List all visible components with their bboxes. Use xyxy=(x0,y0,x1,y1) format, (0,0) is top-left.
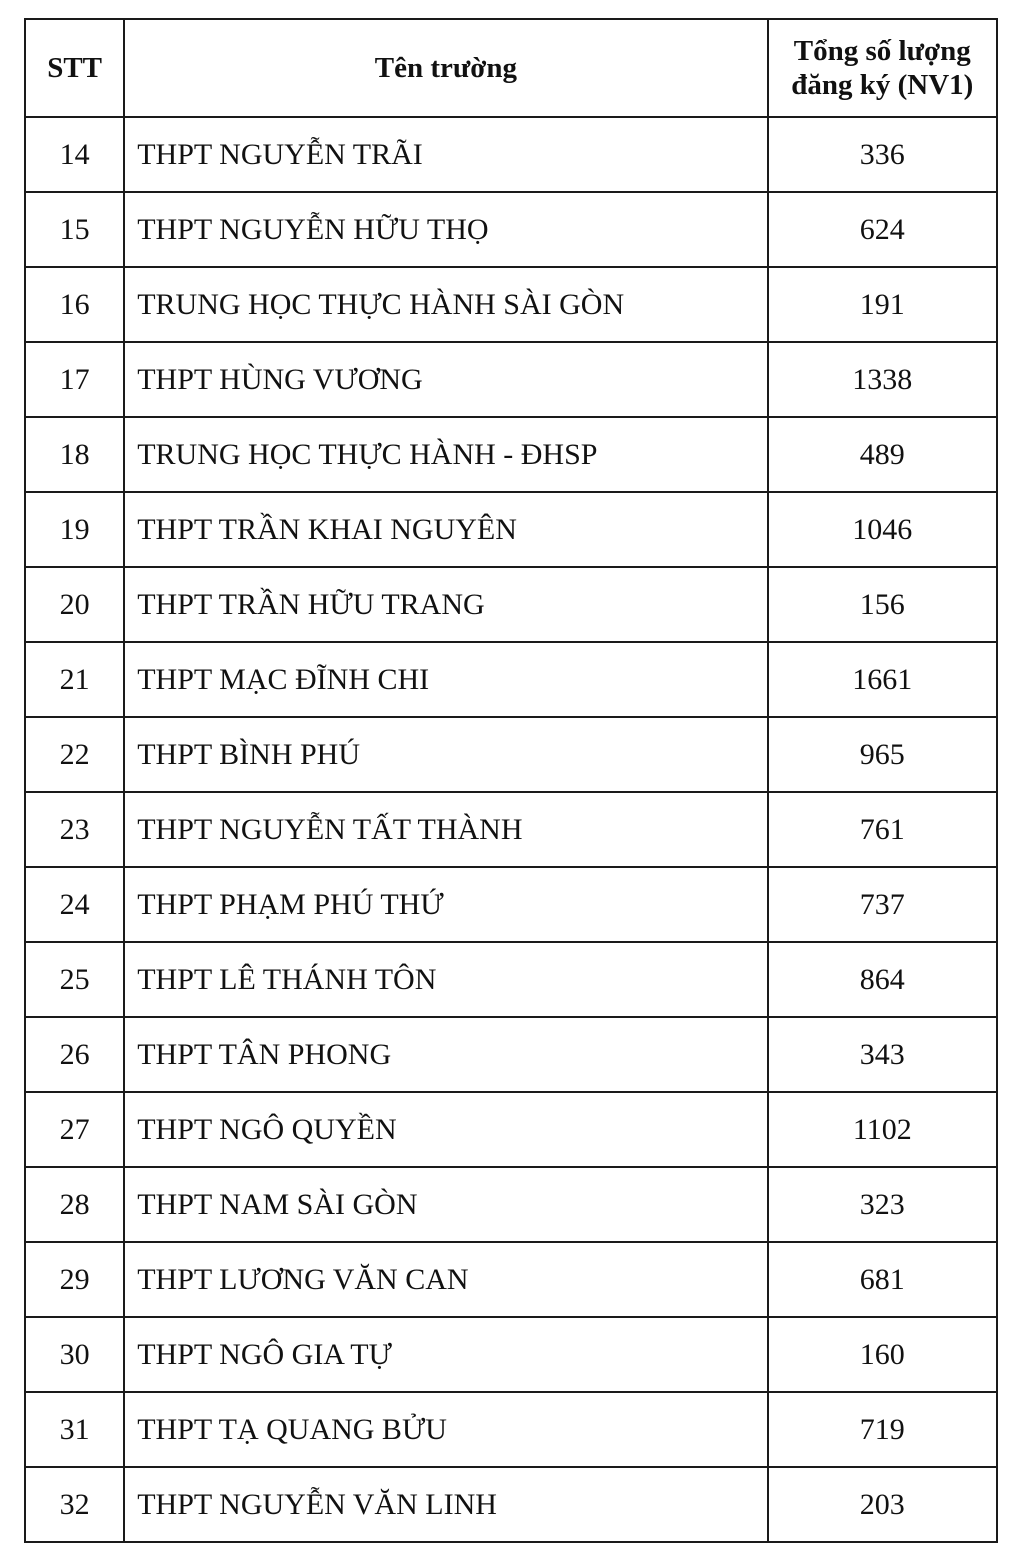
row-registration-count: 323 xyxy=(768,1167,997,1242)
table-row xyxy=(25,942,997,1017)
row-registration-count: 624 xyxy=(768,192,997,267)
table-body xyxy=(25,117,997,1542)
row-school-name: TRUNG HỌC THỰC HÀNH - ĐHSP xyxy=(124,417,767,492)
table-row xyxy=(25,1092,997,1167)
row-registration-count: 156 xyxy=(768,567,997,642)
row-school-name: TRUNG HỌC THỰC HÀNH SÀI GÒN xyxy=(124,267,767,342)
row-registration-count: 343 xyxy=(768,1017,997,1092)
row-stt: 29 xyxy=(25,1242,124,1317)
row-stt: 14 xyxy=(25,117,124,192)
table-header-row xyxy=(25,19,997,117)
row-school-name: THPT PHẠM PHÚ THỨ xyxy=(124,867,767,942)
row-registration-count: 681 xyxy=(768,1242,997,1317)
row-school-name: THPT NGÔ QUYỀN xyxy=(124,1092,767,1167)
table-row xyxy=(25,1317,997,1392)
table-row xyxy=(25,1242,997,1317)
row-school-name: THPT NAM SÀI GÒN xyxy=(124,1167,767,1242)
table-row xyxy=(25,792,997,867)
row-registration-count: 719 xyxy=(768,1392,997,1467)
row-school-name: THPT TRẦN KHAI NGUYÊN xyxy=(124,492,767,567)
row-stt: 23 xyxy=(25,792,124,867)
row-school-name: THPT NGUYỄN TẤT THÀNH xyxy=(124,792,767,867)
row-registration-count: 191 xyxy=(768,267,997,342)
table-row xyxy=(25,192,997,267)
row-registration-count: 761 xyxy=(768,792,997,867)
row-school-name: THPT NGÔ GIA TỰ xyxy=(124,1317,767,1392)
row-stt: 19 xyxy=(25,492,124,567)
header-stt: STT xyxy=(25,19,124,117)
table-row xyxy=(25,1467,997,1542)
table-row xyxy=(25,1392,997,1467)
row-stt: 24 xyxy=(25,867,124,942)
header-count-line1: Tổng số lượng xyxy=(793,34,971,67)
row-stt: 21 xyxy=(25,642,124,717)
row-stt: 20 xyxy=(25,567,124,642)
table-row xyxy=(25,492,997,567)
row-registration-count: 203 xyxy=(768,1467,997,1542)
row-registration-count: 1338 xyxy=(768,342,997,417)
row-school-name: THPT HÙNG VƯƠNG xyxy=(124,342,767,417)
row-school-name: THPT TÂN PHONG xyxy=(124,1017,767,1092)
table-row xyxy=(25,867,997,942)
row-stt: 22 xyxy=(25,717,124,792)
row-stt: 15 xyxy=(25,192,124,267)
row-school-name: THPT LƯƠNG VĂN CAN xyxy=(124,1242,767,1317)
row-registration-count: 1102 xyxy=(768,1092,997,1167)
row-registration-count: 1661 xyxy=(768,642,997,717)
row-school-name: THPT NGUYỄN TRÃI xyxy=(124,117,767,192)
table-row xyxy=(25,342,997,417)
row-stt: 30 xyxy=(25,1317,124,1392)
table-row xyxy=(25,417,997,492)
row-school-name: THPT LÊ THÁNH TÔN xyxy=(124,942,767,1017)
row-stt: 27 xyxy=(25,1092,124,1167)
row-school-name: THPT TRẦN HỮU TRANG xyxy=(124,567,767,642)
row-school-name: THPT MẠC ĐĨNH CHI xyxy=(124,642,767,717)
row-stt: 17 xyxy=(25,342,124,417)
row-registration-count: 160 xyxy=(768,1317,997,1392)
row-stt: 16 xyxy=(25,267,124,342)
table-row xyxy=(25,1017,997,1092)
row-registration-count: 864 xyxy=(768,942,997,1017)
row-school-name: THPT BÌNH PHÚ xyxy=(124,717,767,792)
row-registration-count: 737 xyxy=(768,867,997,942)
row-registration-count: 336 xyxy=(768,117,997,192)
table-row xyxy=(25,117,997,192)
table-row xyxy=(25,567,997,642)
row-stt: 28 xyxy=(25,1167,124,1242)
row-stt: 25 xyxy=(25,942,124,1017)
row-stt: 31 xyxy=(25,1392,124,1467)
header-school-name: Tên trường xyxy=(124,19,767,117)
row-stt: 18 xyxy=(25,417,124,492)
table-row xyxy=(25,717,997,792)
row-stt: 26 xyxy=(25,1017,124,1092)
table-row xyxy=(25,267,997,342)
row-school-name: THPT NGUYỄN VĂN LINH xyxy=(124,1467,767,1542)
table-row xyxy=(25,1167,997,1242)
row-registration-count: 489 xyxy=(768,417,997,492)
row-school-name: THPT NGUYỄN HỮU THỌ xyxy=(124,192,767,267)
row-registration-count: 965 xyxy=(768,717,997,792)
row-registration-count: 1046 xyxy=(768,492,997,567)
registration-table xyxy=(24,18,998,1543)
header-count-line2: đăng ký (NV1) xyxy=(791,69,974,101)
table-row xyxy=(25,642,997,717)
row-school-name: THPT TẠ QUANG BỬU xyxy=(124,1392,767,1467)
header-registration-count xyxy=(768,19,997,117)
row-stt: 32 xyxy=(25,1467,124,1542)
